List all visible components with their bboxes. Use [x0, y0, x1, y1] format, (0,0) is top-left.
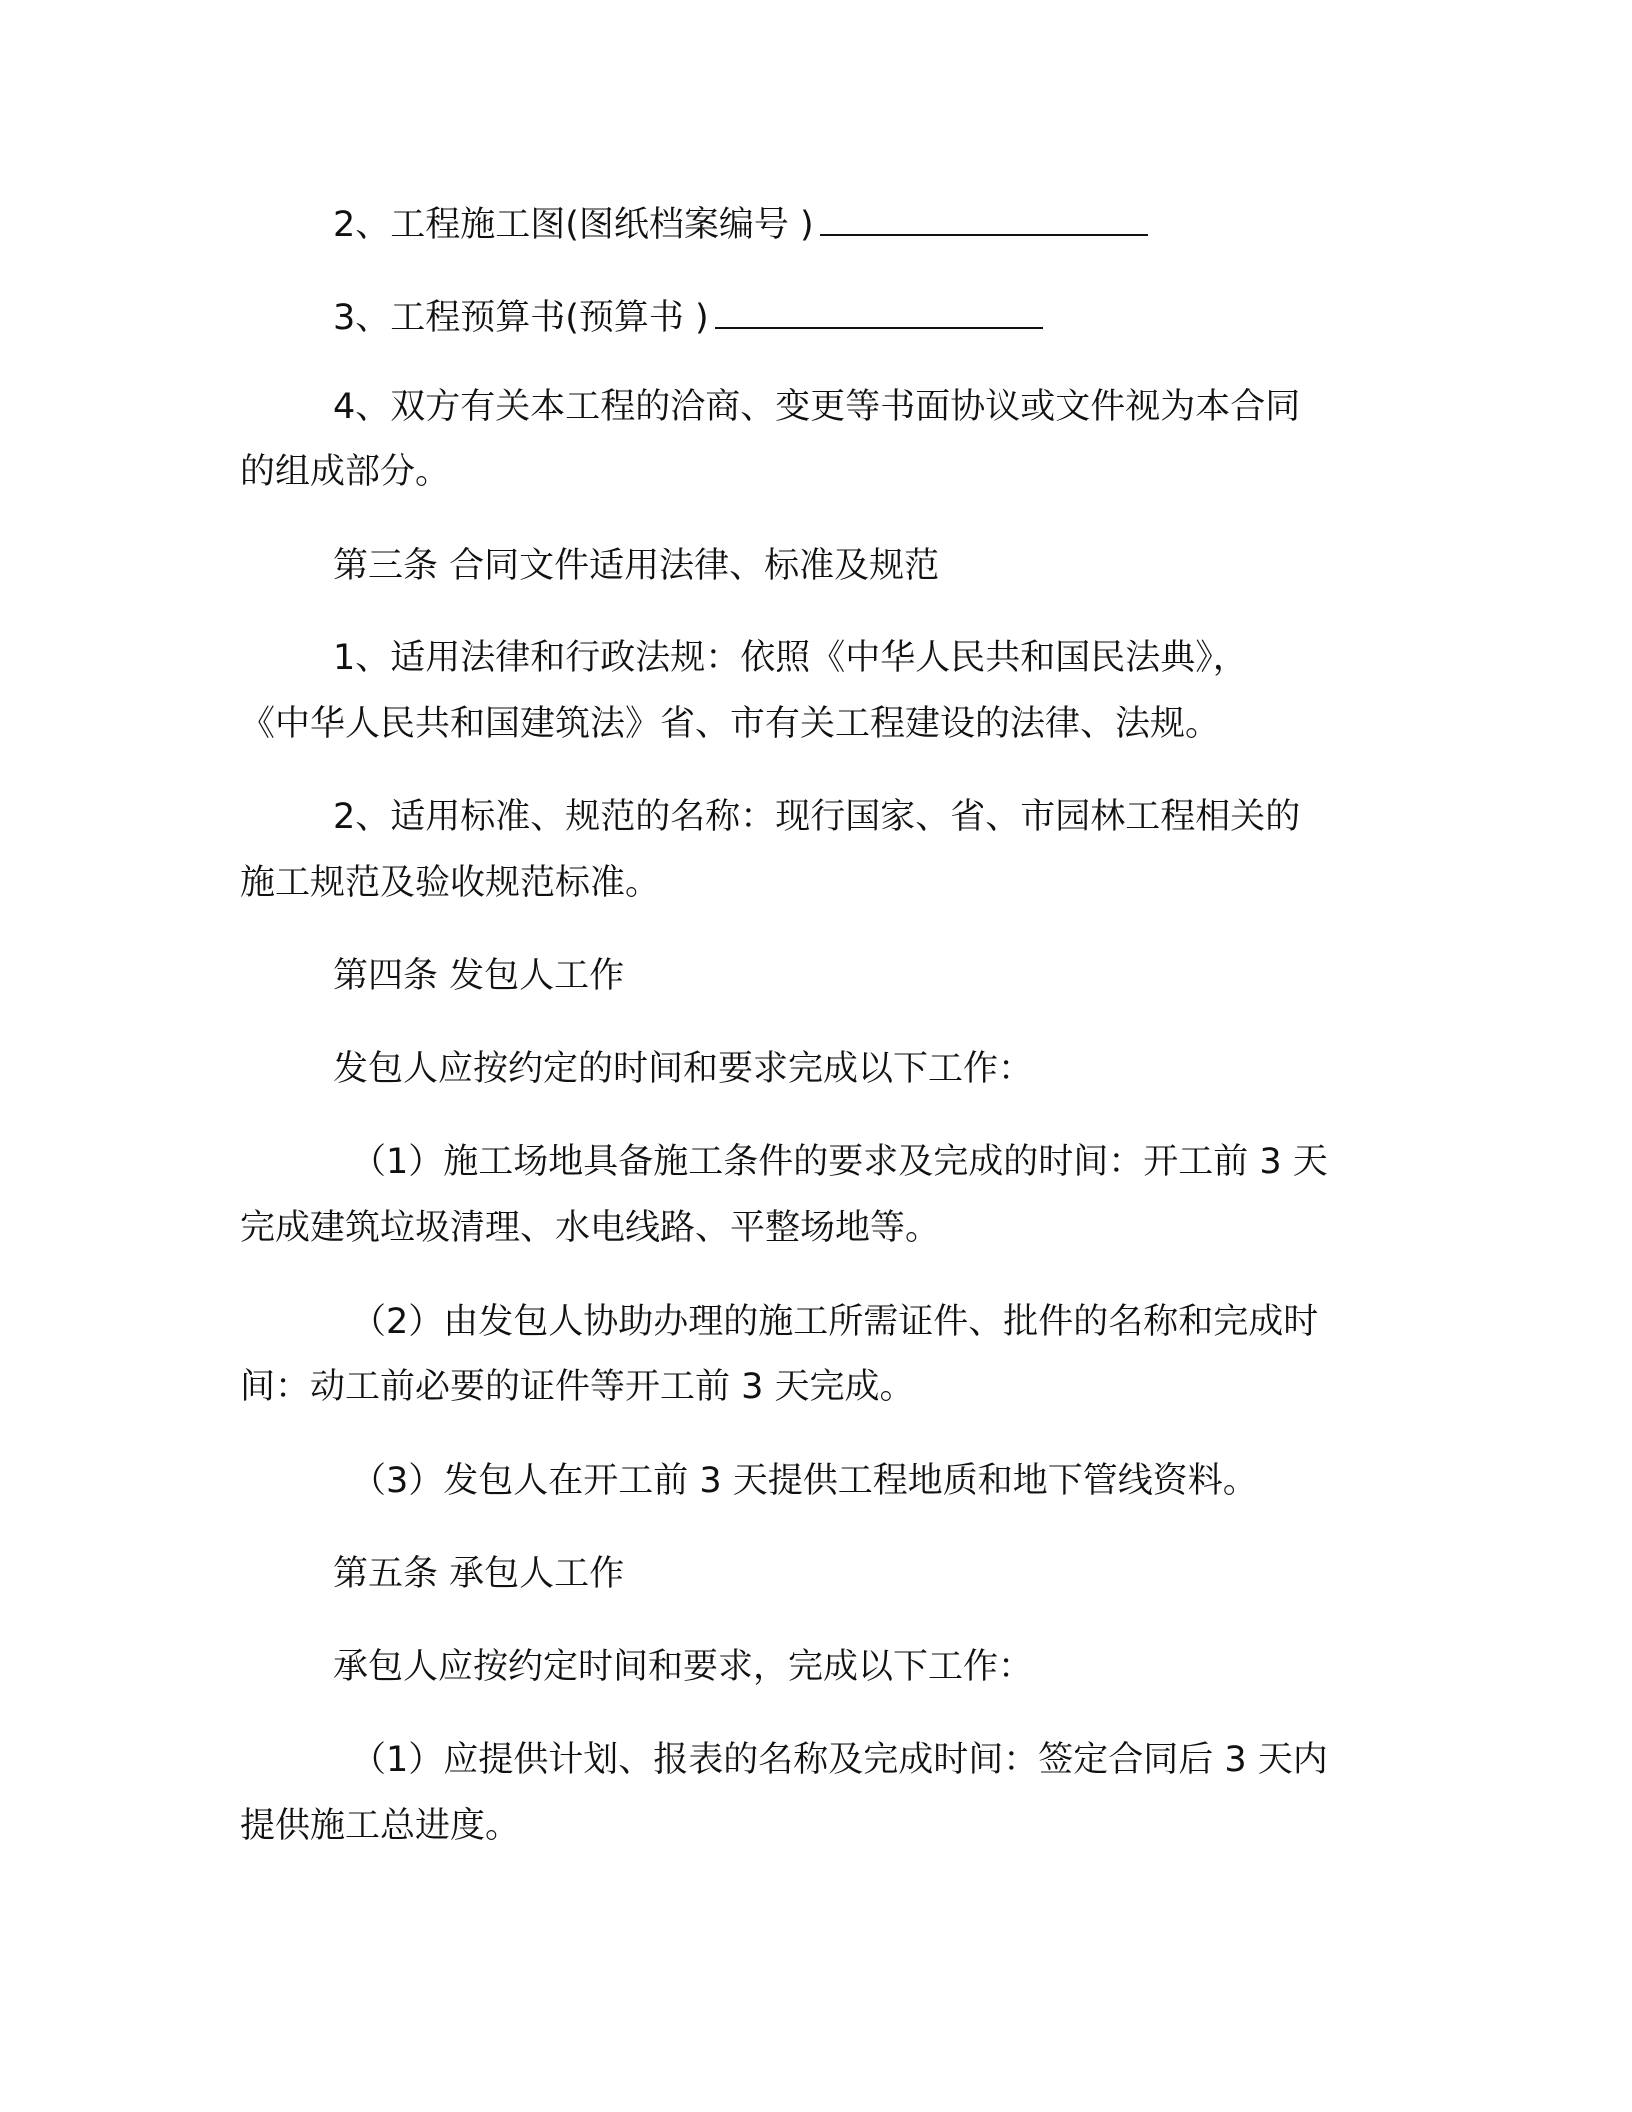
- budget-line-text: 3、工程预算书(预算书 ): [333, 298, 709, 338]
- paragraph-line: 完成建筑垃圾清理、水电线路、平整场地等。: [240, 1208, 941, 1248]
- paragraph-line: 施工规范及验收规范标准。: [240, 863, 661, 903]
- paragraph-line: （1）应提供计划、报表的名称及完成时间：签定合同后 3 天内: [351, 1740, 1328, 1780]
- article-heading: 第五条 承包人工作: [333, 1554, 625, 1594]
- paragraph-line: 发包人应按约定的时间和要求完成以下工作：: [333, 1049, 1034, 1089]
- paragraph-line: 《中华人民共和国建筑法》省、市有关工程建设的法律、法规。: [240, 704, 1221, 744]
- article-heading: 第三条 合同文件适用法律、标准及规范: [333, 546, 940, 586]
- drawing-line-text: 2、工程施工图(图纸档案编号 ): [333, 205, 814, 245]
- paragraph-line: （3）发包人在开工前 3 天提供工程地质和地下管线资料。: [351, 1461, 1258, 1501]
- article-heading: 第四条 发包人工作: [333, 956, 625, 996]
- drawing-number-blank: [820, 208, 1148, 236]
- paragraph-line: 间：动工前必要的证件等开工前 3 天完成。: [240, 1367, 915, 1407]
- paragraph-line: 2、适用标准、规范的名称：现行国家、省、市园林工程相关的: [333, 797, 1301, 837]
- paragraph-line: （1）施工场地具备施工条件的要求及完成的时间：开工前 3 天: [351, 1142, 1328, 1182]
- paragraph-line: 承包人应按约定时间和要求，完成以下工作：: [333, 1647, 1034, 1687]
- drawing-line: [333, 190, 1360, 260]
- paragraph-line: 提供施工总进度。: [240, 1806, 521, 1846]
- paragraph-line: 1、适用法律和行政法规：依照《中华人民共和国民法典》，: [333, 638, 1248, 678]
- budget-line: [333, 283, 1360, 353]
- budget-blank: [715, 301, 1043, 329]
- paragraph-line: 的组成部分。: [240, 452, 451, 492]
- paragraph-line: 4、双方有关本工程的洽商、变更等书面协议或文件视为本合同: [333, 387, 1301, 427]
- paragraph-line: （2）由发包人协助办理的施工所需证件、批件的名称和完成时: [351, 1302, 1319, 1342]
